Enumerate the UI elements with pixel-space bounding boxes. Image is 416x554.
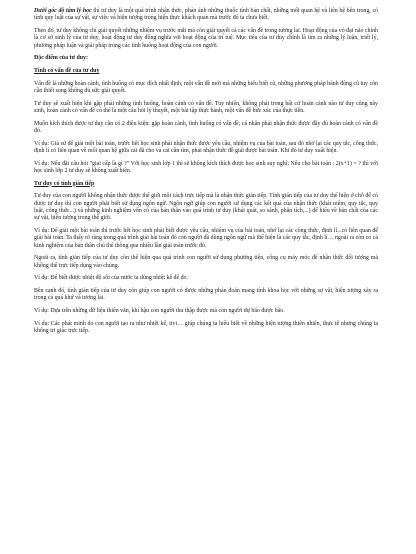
intro-paragraph	[34, 8, 378, 23]
document-page	[34, 8, 378, 341]
paragraph-3: Vấn đề là những hoàn cảnh, tình huống có mục đích nhất định, một vấn đề mới mà những hiểu biết cũ, những phương pháp hành động cũ tuy còn cần thiết song không đủ sức giải quyết.	[34, 80, 378, 94]
intro-text: thì tư duy là một quá trình nhận thức, phản ánh những thuộc tính bản chất, những mối quan hệ và liên hệ bên trong, có tính quy luật của sự vật, sự việc và hiện tượng trong hiện thực khách quan mà trước đó ta chưa biết.	[34, 8, 379, 22]
paragraph-10: Ngoài ra, tính gián tiếp của tư duy còn thể hiện qua quá trình con người sử dụng phương tiện, công cụ máy móc để nhận thức đối tượng mà không thể trực tiếp dụng vào chúng.	[34, 255, 378, 269]
paragraph-9: Ví dụ: Để giải một bài toán thì trước hết học sinh phải biết được yêu cầu, nhiệm vụ của bài toán, nhớ lại các công thức, định lí...có liên quan để giải bài toán. Ta thấy rõ ràng trong quá trình giải bài toán đó con người đã dùng ngôn ngữ mà thể hiện là các quy tắc, định lí… ngoài ra còn có cả kinh nghiệm của bản thân chủ thể thông qua nhiều lần giải toán trước đó.	[34, 228, 378, 249]
paragraph-8: Tư duy của con người không nhận thức được thế giới một cách trực tiếp mà là nhận thức gián tiếp. Tính gián tiếp của tư duy thể hiện ở chỗ để có được tư duy thì con người phải biết sử dụng ngôn ngữ. Ngôn ngữ giúp con người sử dụng các kết quả của nhận thức (khái niệm, quy tắc, quy luật, công thức...) và những kinh nghiệm vốn có của bản thân vào quá trình tư duy (khái quát, so sánh, phân tích,...) để hiểu về bản chất của các sự vật, hiện tượng trong thế giới.	[34, 193, 378, 222]
paragraph-4: Tư duy sẽ xuất hiện khi gặp phải những tình huống, hoàn cảnh có vấn đề. Tuy nhiên, không phải trong bất cứ hoàn cảnh nào tư duy cũng này sinh, hoàn cảnh có vấn đề có thể là một câu hỏi lý thuyết, một bài tập thực hành, một vấn đề bức xúc của thực tiễn.	[34, 100, 378, 114]
paragraph-6: Ví dụ: Giả sử để giải một bài toán, trước hết học sinh phải nhận thức được yêu cầu, nhiệm vụ của bài toán, sau đó nhớ lại các quy tắc, công thức, định lí có liên quan về mối quan hệ giữa cái đã cho và cái cần tìm, phải nhận thức đề giải được bài toán. Khi đó tư duy xuất hiện.	[34, 140, 378, 154]
subheading-indirect-nature: Tư duy có tính gián tiếp	[34, 180, 95, 187]
paragraph-7: Ví dụ: Nếu đặt câu hỏi "giai cấp là gì ?" Với học sinh lớp 1 thì sẽ không kích thích được học sinh suy nghĩ; Nếu cho bài toán : 2(x+1) = ? thì với học sinh lớp 2 tư duy sẽ không xuất hiện.	[34, 160, 378, 174]
paragraph-5: Muốn kích thích được tư duy cần có 2 điều kiện: gặp hoàn cảnh, tình huống có vấn đề; cá nhân phải nhận thức được đầy đủ hoàn cảnh có vấn đề đó.	[34, 120, 378, 134]
intro-term: Dưới góc độ tâm lý học	[34, 8, 92, 14]
paragraph-2: Theo đó, tư duy không chỉ giải quyết những nhiệm vụ trước mắt mà còn giải quyết cả các vấn đề trong tương lai. Hoạt động của vỏ đại não chính là cơ sở sinh lý của tư duy, hoạt động tư duy đồng nghĩa với hoạt động của trí tuệ. Mục tiêu của tư duy chính là tìm ra những lý luận, triết lý, phương pháp luận và giải pháp trong các tình huống hoạt động của con người.	[34, 28, 378, 49]
paragraph-13: Ví dụ: Dựa trên những dữ liệu thiên văn, khí hậu con người thu thập được mà con người dự báo được bão.	[34, 308, 285, 314]
paragraph-11: Ví dụ: Để biết được nhiệt độ sôi của nước ta dùng nhiệt kế để đo.	[34, 275, 188, 282]
paragraph-12: Bên cạnh đó, tính gián tiếp của tư duy còn giúp con người có được những phán đoán mang tính khoa học với những sự vật, hiện tượng xảy ra trong cả quá khứ và tương lai.	[34, 288, 378, 302]
features-heading: Đặc điểm của tư duy:	[34, 55, 88, 62]
subheading-problem-nature: Tính có vấn đề của tư duy	[34, 68, 100, 74]
paragraph-14: Ví dụ: Các phát minh do con người tạo ra như nhiệt kế, tivi… giúp chúng ta hiểu biết về những hiện tượng thiên nhiên, thực tế nhưng chúng ta không tri giác trực tiếp.	[34, 320, 378, 334]
